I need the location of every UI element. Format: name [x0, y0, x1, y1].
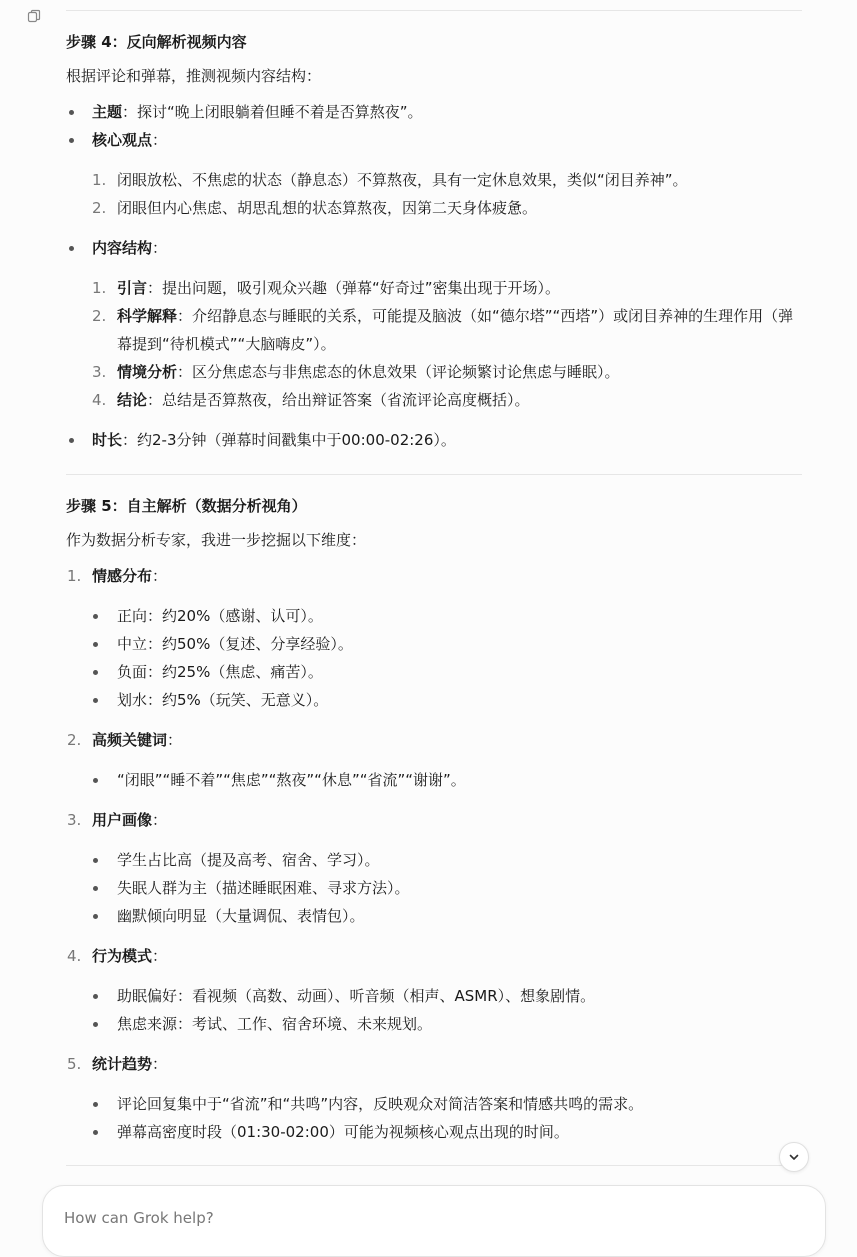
bullet-dot — [93, 670, 98, 675]
bullet-dot — [69, 110, 74, 115]
list-item: 结论：总结是否算熬夜，给出辩证答案（省流评论高度概括）。 — [117, 391, 530, 409]
list-number: 1. — [92, 171, 107, 189]
list-number: 4. — [92, 391, 107, 409]
bullet-dot — [69, 246, 74, 251]
list-item: 划水：约5%（玩笑、无意义）。 — [117, 691, 329, 709]
list-number: 4. — [67, 947, 82, 965]
section-label: 用户画像： — [92, 811, 168, 829]
bullet-dot — [93, 778, 98, 783]
list-item: 学生占比高（提及高考、宿舍、学习）。 — [117, 851, 380, 869]
step4-title: 步骤 4：反向解析视频内容 — [66, 33, 247, 51]
bullet-dot — [93, 914, 98, 919]
list-number: 3. — [67, 811, 82, 829]
list-number: 2. — [92, 199, 107, 217]
bullet-dot — [93, 698, 98, 703]
step5-title: 步骤 5：自主解析（数据分析视角） — [66, 497, 307, 515]
bullet-dot — [93, 858, 98, 863]
list-number: 5. — [67, 1055, 82, 1073]
section-label: 统计趋势： — [92, 1055, 168, 1073]
step4-duration: 时长：约2-3分钟（弹幕时间戳集中于00:00-02:26）。 — [92, 431, 456, 449]
bullet-dot — [69, 138, 74, 143]
list-item: 失眠人群为主（描述睡眠困难、寻求方法）。 — [117, 879, 410, 897]
list-item: 情境分析：区分焦虑态与非焦虑态的休息效果（评论频繁讨论焦虑与睡眠）。 — [117, 363, 620, 381]
divider — [66, 474, 802, 475]
step4-intro: 根据评论和弹幕，推测视频内容结构： — [66, 67, 322, 85]
bullet-dot — [93, 886, 98, 891]
scroll-down-button[interactable] — [779, 1142, 809, 1172]
list-item: 负面：约25%（焦虑、痛苦）。 — [117, 663, 323, 681]
copy-icon[interactable] — [27, 9, 41, 23]
chevron-down-icon — [788, 1151, 800, 1163]
list-item: 助眠偏好：看视频（高数、动画）、听音频（相声、ASMR）、想象剧情。 — [117, 987, 596, 1005]
list-item: 闭眼放松、不焦虑的状态（静息态）不算熬夜，具有一定休息效果，类似“闭目养神”。 — [117, 171, 688, 189]
list-number: 1. — [92, 279, 107, 297]
list-number: 3. — [92, 363, 107, 381]
list-item: 闭眼但内心焦虑、胡思乱想的状态算熬夜，因第二天身体疲惫。 — [117, 199, 538, 217]
bullet-dot — [93, 614, 98, 619]
bullet-dot — [93, 1130, 98, 1135]
section-label: 行为模式： — [92, 947, 168, 965]
section-label: 高频关键词： — [92, 731, 183, 749]
list-item: 中立：约50%（复述、分享经验）。 — [117, 635, 353, 653]
list-number: 1. — [67, 567, 82, 585]
bullet-dot — [93, 1022, 98, 1027]
chat-input[interactable] — [62, 1205, 766, 1231]
list-item: 评论回复集中于“省流”和“共鸣”内容，反映观众对简洁答案和情感共鸣的需求。 — [117, 1095, 644, 1113]
step5-intro: 作为数据分析专家，我进一步挖掘以下维度： — [66, 531, 367, 549]
list-item: 引言：提出问题，吸引观众兴趣（弹幕“好奇过”密集出现于开场）。 — [117, 279, 561, 297]
step4-theme: 主题：探讨“晚上闭眼躺着但睡不着是否算熬夜”。 — [92, 103, 423, 121]
list-item: 焦虑来源：考试、工作、宿舍环境、未来规划。 — [117, 1015, 433, 1033]
divider — [66, 1165, 802, 1166]
bullet-dot — [93, 1102, 98, 1107]
list-item: 正向：约20%（感谢、认可）。 — [117, 607, 323, 625]
bullet-dot — [69, 438, 74, 443]
section-label: 情感分布： — [92, 567, 168, 585]
composer — [42, 1185, 826, 1257]
bullet-dot — [93, 642, 98, 647]
list-number: 2. — [92, 307, 107, 325]
list-item: 幽默倾向明显（大量调侃、表情包）。 — [117, 907, 365, 925]
list-item: “闭眼”“睡不着”“焦虑”“熬夜”“休息”“省流”“谢谢”。 — [117, 771, 466, 789]
step4-structure-label: 内容结构： — [92, 239, 168, 257]
divider — [66, 10, 802, 11]
bullet-dot — [93, 994, 98, 999]
list-item: 弹幕高密度时段（01:30-02:00）可能为视频核心观点出现的时间。 — [117, 1123, 569, 1141]
step4-core-label: 核心观点： — [92, 131, 168, 149]
list-number: 2. — [67, 731, 82, 749]
list-item: 科学解释：介绍静息态与睡眠的关系，可能提及脑波（如“德尔塔”“西塔”）或闭目养神的生理作用（弹幕提到“待机模式”“大脑嗨皮”）。 — [117, 307, 794, 353]
